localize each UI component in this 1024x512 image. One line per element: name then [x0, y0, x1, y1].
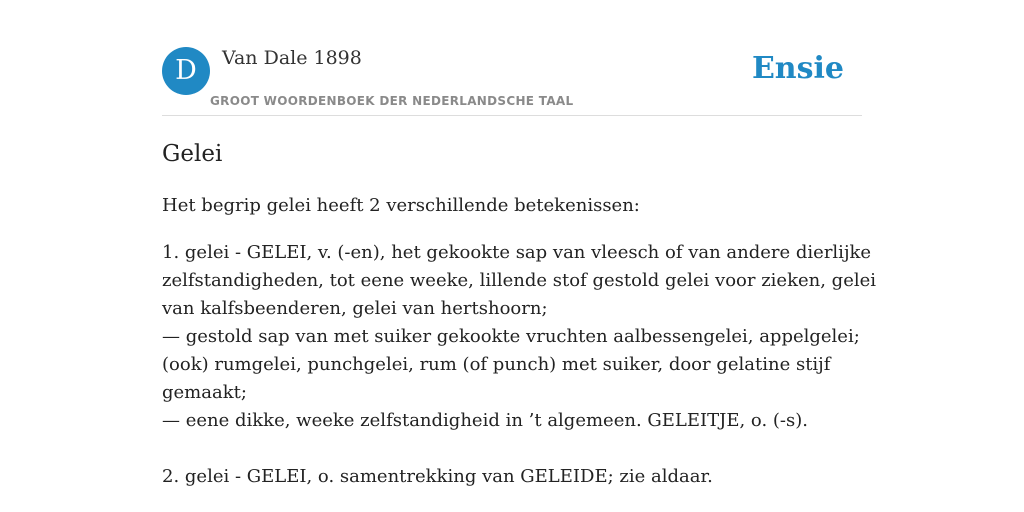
entry-card	[162, 0, 877, 512]
intro-text: Het begrip gelei heeft 2 verschillende betekenissen:	[162, 195, 640, 216]
page-title: Gelei	[162, 141, 223, 167]
definition-1	[162, 239, 877, 435]
source-title[interactable]: Van Dale 1898	[222, 47, 362, 69]
definition-spacer	[162, 435, 862, 463]
source-avatar[interactable]: D	[162, 47, 210, 95]
definition-line: (ook) rumgelei, punchgelei, rum (of punch) met suiker, door gelatine stijf	[162, 354, 831, 375]
definition-line: — eene dikke, weeke zelfstandigheid in ’t algemeen. GELEITJE, o. (-s).	[162, 410, 808, 431]
definition-line: van kalfsbeenderen, gelei van hertshoorn;	[162, 298, 548, 319]
definition-2	[162, 463, 862, 491]
source-subtitle: GROOT WOORDENBOEK DER NEDERLANDSCHE TAAL	[210, 94, 574, 108]
header-divider	[162, 115, 862, 116]
definition-line: zelfstandigheden, tot eene weeke, lillende stof gestold gelei voor zieken, gelei	[162, 270, 877, 291]
definition-line: — gestold sap van met suiker gekookte vruchten aalbessengelei, appelgelei;	[162, 326, 860, 347]
definition-line: 2. gelei - GELEI, o. samentrekking van GELEIDE; zie aldaar.	[162, 466, 713, 487]
brand-logo[interactable]: Ensie	[751, 51, 844, 86]
definition-line: 1. gelei - GELEI, v. (-en), het gekookte sap van vleesch of van andere dierlijke	[162, 242, 872, 263]
definition-line: gemaakt;	[162, 382, 247, 403]
definitions	[162, 239, 877, 491]
